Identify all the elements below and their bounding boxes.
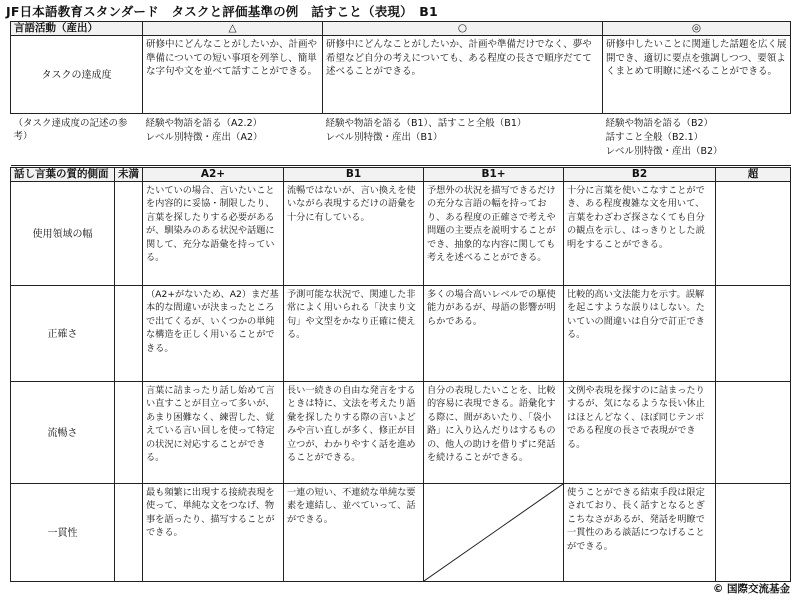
- page-title: JF日本語教育スタンダード タスクと評価基準の例 話すこと（表現） B1: [6, 4, 438, 19]
- empty-cell: [115, 182, 143, 286]
- empty-cell: [716, 382, 791, 484]
- not-applicable-cell: [424, 484, 564, 582]
- reference-line: レベル別特徴・産出（B1）: [325, 132, 443, 143]
- descriptor-cell: 文例や表現を探すのに詰まったりするが、気になるような長い休止はほとんどなく、ほぼ同じテンポである程度の長さで表現ができる。: [564, 382, 716, 484]
- level-header: B1+: [424, 168, 564, 182]
- descriptor-cell: 言葉に詰まったり話し始めて言い直すことが目立って多いが、あまり困難なく、練習した、覚えている言い回しを使って特定の状況に対応することができる。: [143, 382, 284, 484]
- empty-cell: [716, 484, 791, 582]
- activity-header: 言語活動（産出）: [11, 22, 143, 36]
- descriptor-cell: 流暢ではないが、言い換えを使いながら表現するだけの語彙を十分に有している。: [284, 182, 424, 286]
- descriptor-cell: 最も頻繁に出現する接続表現を使って、単純な文をつなげ、物事を語ったり、描写することができる。: [143, 484, 284, 582]
- reference-row: [11, 114, 791, 166]
- quality-row-range: [11, 182, 791, 286]
- copyright-notice: © 国際交流基金: [712, 583, 790, 595]
- empty-cell: [115, 286, 143, 382]
- reference-line: 経験や物語を語る（A2.2）: [145, 118, 263, 129]
- task-table-header: [11, 22, 791, 36]
- descriptor-cell: 多くの場合高いレベルでの駆使能力があるが、母語の影響が明らかである。: [424, 286, 564, 382]
- quality-row-coherence: [11, 484, 791, 582]
- reference-line: レベル別特徴・産出（B2）: [605, 146, 723, 157]
- quality-table: [10, 167, 791, 582]
- row-label: 一貫性: [11, 484, 115, 582]
- descriptor-cell: たいていの場合、言いたいことを内容的に妥協・制限したり、言葉を探したりする必要があるが、馴染みのある状況や話題に関して、充分な語彙を持っている。: [143, 182, 284, 286]
- level-circle: ○: [323, 22, 603, 36]
- reference-line: 経験や物語を語る（B1）、話すこと全般（B1）: [325, 118, 527, 129]
- quality-header: 話し言葉の質的側面: [11, 168, 115, 182]
- level-header: B1: [284, 168, 424, 182]
- diagonal-slash: [424, 484, 563, 581]
- row-label: 正確さ: [11, 286, 115, 382]
- descriptor-cell: 使うことができる結束手段は限定されており、長く話すとなるとぎこちなさがあるが、発話を明瞭で一貫性のある談話につなげることができる。: [564, 484, 716, 582]
- empty-cell: [115, 382, 143, 484]
- descriptor-cell: 長い一続きの自由な発言をするときは特に、文法を考えたり語彙を探したりする際の言いよどみや言い直しが多く、修正が目立つが、わかりやすく話を進めることができる。: [284, 382, 424, 484]
- level-header: 未満: [115, 168, 143, 182]
- task-label: タスクの達成度: [11, 36, 143, 114]
- level-double-circle: ◎: [603, 22, 791, 36]
- descriptor-cell: 十分に言葉を使いこなすことができ、ある程度複雑な文を用いて、言葉をわざわざ探さなくても自分の観点を示し、はっきりとした説明をすることができる。: [564, 182, 716, 286]
- reference-line: レベル別特徴・産出（A2）: [145, 132, 263, 143]
- task-cell: 研修中にどんなことがしたいか、計画や準備についての短い事項を列挙し、簡単な字句や文を並べて話すことができる。: [143, 36, 323, 114]
- descriptor-cell: 自分の表現したいことを、比較的容易に表現できる。語彙化する際に、間があいたり、「袋小路」に入り込んだりはするものの、他人の助けを借りずに発話を続けることができる。: [424, 382, 564, 484]
- reference-cell: [143, 114, 323, 166]
- descriptor-cell: 予想外の状況を描写できるだけの充分な言語の幅を持っており、ある程度の正確さで考えや問題の主要点を説明することができ、抽象的な内容に関しても考えを述べることができる。: [424, 182, 564, 286]
- row-label: 流暢さ: [11, 382, 115, 484]
- empty-cell: [115, 484, 143, 582]
- level-triangle: △: [143, 22, 323, 36]
- quality-row-fluency: [11, 382, 791, 484]
- reference-cell: [323, 114, 603, 166]
- descriptor-cell: （A2+がないため、A2）まだ基本的な間違いが決まったところで出てくるが、いくつかの単純な構造を正しく用いることができる。: [143, 286, 284, 382]
- empty-cell: [716, 182, 791, 286]
- level-header: B2: [564, 168, 716, 182]
- reference-line: 話すこと全般（B2.1）: [605, 132, 704, 143]
- descriptor-cell: 比較的高い文法能力を示す。誤解を起こすような誤りはしない。たいていの間違いは自分で訂正できる。: [564, 286, 716, 382]
- reference-line: 経験や物語を語る（B2）: [605, 118, 714, 129]
- reference-cell: [603, 114, 791, 166]
- descriptor-cell: 予測可能な状況で、関連した非常によく用いられる「決まり文句」や文型をかなり正確に使える。: [284, 286, 424, 382]
- task-row: [11, 36, 791, 114]
- descriptor-cell: 一連の短い、不連続な単純な要素を連結し、並べていって、話ができる。: [284, 484, 424, 582]
- task-table: [10, 21, 791, 166]
- level-header: A2+: [143, 168, 284, 182]
- level-header: 超: [716, 168, 791, 182]
- task-cell: 研修中にどんなことがしたいか、計画や準備だけでなく、夢や希望など自分の考えについても、ある程度の長さで順序だてて述べることができる。: [323, 36, 603, 114]
- reference-label: （タスク達成度の記述の参考）: [11, 114, 143, 166]
- row-label: 使用領域の幅: [11, 182, 115, 286]
- task-cell: 研修中したいことに関連した話題を広く展開でき、適切に要点を強調しつつ、要領よくまとめて明瞭に述べることができる。: [603, 36, 791, 114]
- quality-table-header: [11, 168, 791, 182]
- quality-row-accuracy: [11, 286, 791, 382]
- empty-cell: [716, 286, 791, 382]
